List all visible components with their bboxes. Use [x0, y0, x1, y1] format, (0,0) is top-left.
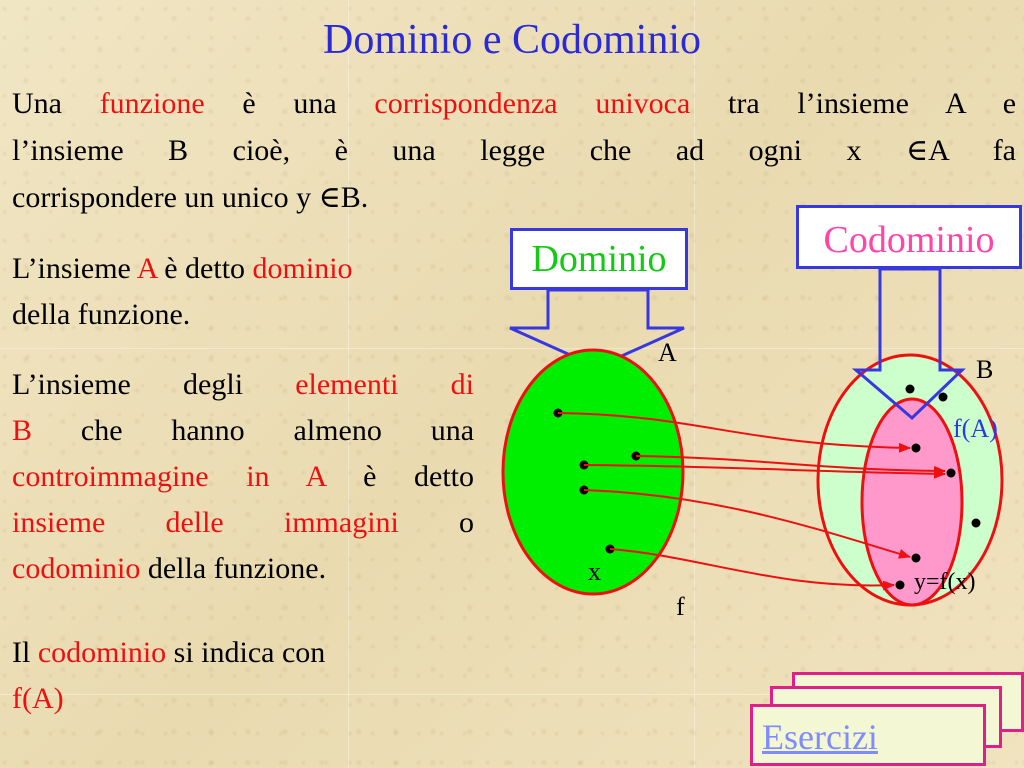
- text-run: L’insieme degli: [12, 368, 296, 401]
- text-run: che hanno almeno una: [80, 414, 475, 447]
- point-b-out3: [972, 519, 981, 528]
- y-label: y=f(x): [914, 569, 976, 595]
- term-codominio: codominio: [37, 636, 167, 669]
- set-a-label: A: [658, 338, 677, 367]
- text-run: tra l’insieme A e: [690, 87, 1017, 120]
- dominio-label-box: Dominio: [510, 228, 688, 290]
- definition-line-2: l’insieme B cioè, è una legge che ad ogni x ∈A fa: [12, 134, 1016, 167]
- text-run: si indica con: [166, 636, 326, 669]
- exercise-link[interactable]: Esercizi: [762, 717, 878, 757]
- text-run: è detto: [363, 460, 474, 493]
- text-run: Una: [12, 87, 100, 120]
- term-a: A: [136, 252, 157, 285]
- image-set-label: f(A): [953, 414, 998, 443]
- text-run: della funzione.: [140, 552, 327, 585]
- slide-title: Dominio e Codominio: [323, 17, 701, 63]
- point-fa3: [912, 554, 921, 563]
- term-codominio: codominio: [12, 552, 141, 585]
- text-run: Il: [12, 636, 38, 669]
- term-dominio: dominio: [252, 252, 353, 285]
- term-elementi-di: elementi di: [295, 368, 474, 401]
- text-run: è detto: [156, 252, 253, 285]
- term-funzione: funzione: [99, 87, 205, 120]
- term-controimmagine: controimmagine in A: [12, 460, 326, 493]
- term-insieme-immagini: insieme delle immagini: [12, 506, 399, 539]
- x-label: x: [588, 557, 601, 586]
- point-fa2: [947, 469, 956, 478]
- text-run: L’insieme: [12, 252, 137, 285]
- term-b: B: [12, 414, 33, 447]
- point-b-out2: [939, 393, 948, 402]
- term-fa: f(A): [12, 682, 64, 715]
- text-run: è una: [204, 87, 375, 120]
- point-y: [896, 581, 905, 590]
- point-b-out1: [906, 385, 915, 394]
- function-f-label: f: [676, 592, 685, 621]
- point-fa1: [912, 444, 921, 453]
- text-run: o: [459, 506, 475, 539]
- set-b-label: B: [976, 355, 994, 384]
- text-run: della funzione.: [12, 298, 191, 331]
- term-corrispondenza-univoca: corrispondenza univoca: [374, 87, 691, 120]
- codominio-label-box: Codominio: [796, 205, 1022, 269]
- definition-line-3: corrispondere un unico y ∈B.: [12, 181, 369, 214]
